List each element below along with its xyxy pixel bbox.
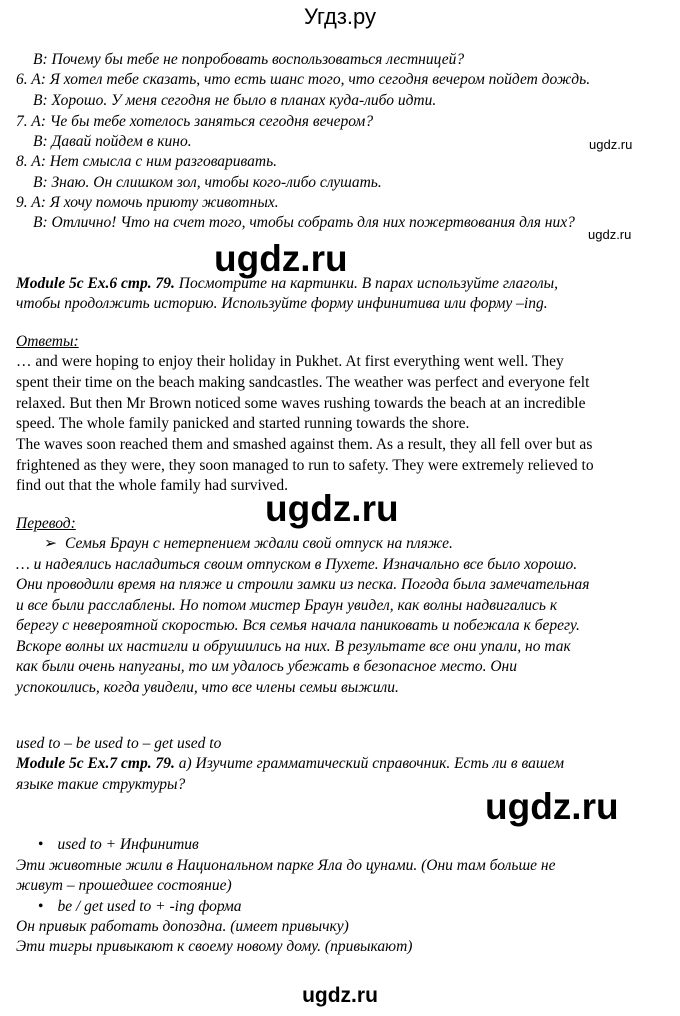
watermark-small: ugdz.ru [589, 137, 633, 152]
answer-line: frightened as they were, they soon managed to run to safety. They were extremely relieved to [16, 457, 594, 474]
watermark-small: ugdz.ru [588, 227, 632, 242]
watermark-big: ugdz.ru [485, 786, 619, 827]
translation-line: Они проводили время на пляже и строили замки из песка. Погода была замечательная [16, 576, 590, 593]
bullet-item-be-get-used-to [38, 897, 242, 917]
dialogue-line: B: Давай пойдем в кино. [33, 133, 192, 150]
translation-label: Перевод: [16, 515, 76, 532]
translation-line: как были очень напуганы, то им удалось убежать в безопасное место. Они [16, 658, 517, 675]
translation-line: Вскоре волны их настигли и обрушились на них. В результате все они упали, но так [16, 638, 571, 655]
dialogue-line: B: Хорошо. У меня сегодня не было в планах куда-либо идти. [33, 92, 437, 109]
example-line: живут – прошедшее состояние) [16, 877, 232, 894]
bullet-item-label: used to + Инфинитив [57, 836, 199, 853]
topic-title: used to – be used to – get used to [16, 735, 222, 752]
exercise-6-heading-text: Посмотрите на картинки. В парах используйте глаголы, [174, 275, 558, 292]
translation-first-line: Семья Браун с нетерпением ждали свой отпуск на пляже. [65, 535, 453, 552]
translation-line: и все были расслаблены. Но потом мистер Браун увидел, как волны надвигались к [16, 597, 558, 614]
exercise-6-heading [16, 274, 558, 294]
watermark-big: ugdz.ru [265, 488, 399, 529]
dialogue-line: B: Знаю. Он слишком зол, чтобы кого-либо слушать. [33, 174, 382, 191]
exercise-7-heading-text: a) Изучите грамматический справочник. Есть ли в вашем [174, 755, 564, 772]
example-line: Эти тигры привыкают к своему новому дому. (привыкают) [16, 938, 413, 955]
dialogue-line: 6. A: Я хотел тебе сказать, что есть шанс того, что сегодня вечером пойдет дождь. [16, 71, 591, 88]
translation-line: берегу с невероятной скоростью. Вся семья начала паниковать и побежала к берегу. [16, 617, 580, 634]
answer-line: spent their time on the beach making sandcastles. The weather was perfect and everyone felt [16, 374, 590, 391]
exercise-7-heading [16, 754, 564, 774]
answers-label: Ответы: [16, 333, 79, 350]
bullet-icon: • [38, 836, 44, 853]
example-line: Он привык работать допоздна. (имеет привычку) [16, 918, 349, 935]
answer-line: relaxed. But then Mr Brown noticed some waves rushing towards the beach at an incredible [16, 395, 586, 412]
dialogue-line: 9. A: Я хочу помочь приюту животных. [16, 194, 279, 211]
answer-line: find out that the whole family had survived. [16, 477, 289, 494]
exercise-6-heading-line2: чтобы продолжить историю. Используйте форму инфинитива или форму –ing. [16, 295, 548, 312]
watermark-big: ugdz.ru [214, 238, 348, 279]
translation-line: … и надеялись насладиться своим отпуском в Пухете. Изначально все было хорошо. [16, 556, 578, 573]
dialogue-line: 7. A: Че бы тебе хотелось заняться сегодня вечером? [16, 113, 374, 130]
exercise-7-heading-bold: Module 5c Ex.7 стр. 79. [16, 755, 175, 772]
translation-line: успокоились, когда увидели, что все члены семьи выжили. [16, 679, 399, 696]
bullet-icon: • [38, 898, 44, 915]
exercise-6-heading-bold: Module 5c Ex.6 стр. 79. [16, 275, 175, 292]
exercise-7-heading-line2: языке такие структуры? [16, 776, 186, 793]
answer-line: … and were hoping to enjoy their holiday in Pukhet. At first everything went well. They [16, 353, 564, 370]
answer-line: The waves soon reached them and smashed against them. As a result, they all fell over but as [16, 436, 593, 453]
answer-line: speed. The whole family panicked and started running towards the shore. [16, 415, 470, 432]
dialogue-line: B: Почему бы тебе не попробовать воспользоваться лестницей? [33, 51, 465, 68]
example-line: Эти животные жили в Национальном парке Яла до цунами. (Они там больше не [16, 857, 556, 874]
bullet-item-label: be / get used to + -ing форма [57, 898, 242, 915]
dialogue-line: 8. A: Нет смысла с ним разговаривать. [16, 153, 278, 170]
footer-site: ugdz.ru [302, 984, 378, 1007]
dialogue-line: B: Отлично! Что на счет того, чтобы собрать для них пожертвования для них? [33, 214, 575, 231]
site-title: Угдз.ру [303, 4, 377, 29]
arrow-bullet-icon: ➢ [44, 535, 57, 552]
bullet-item-used-to [38, 835, 199, 855]
translation-bullet-line [44, 534, 453, 554]
